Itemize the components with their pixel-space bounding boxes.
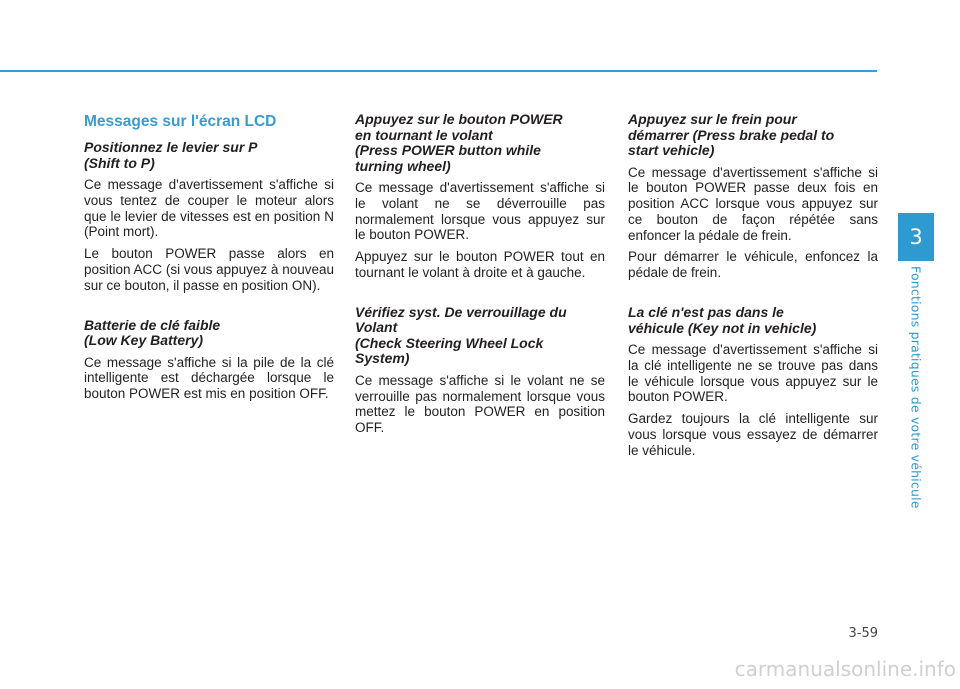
paragraph: Pour démarrer le véhicule, enfoncez la pédale de frein. <box>628 249 878 281</box>
paragraph: Gardez toujours la clé intelligente sur vous lorsque vous essayez de démarrer le véhicule. <box>628 411 878 458</box>
chapter-number-tab: 3 <box>898 213 934 261</box>
paragraph: Le bouton POWER passe alors en position ACC (si vous appuyez à nouveau sur ce bouton, il passe en position ON). <box>84 246 334 293</box>
column-2 <box>355 112 605 442</box>
paragraph: Appuyez sur le bouton POWER tout en tournant le volant à droite et à gauche. <box>355 249 605 280</box>
chapter-title-text: Fonctions pratiques de votre véhicule <box>908 266 924 509</box>
page-number: 3-59 <box>848 626 878 641</box>
header-rule <box>0 70 877 72</box>
subheading-press-brake-pedal: Appuyez sur le frein pour démarrer (Press brake pedal to start vehicle) <box>628 111 835 158</box>
paragraph: Ce message d'avertissement s'affiche si le volant ne se déverrouille pas normalement lorsque vous appuyez sur le bouton POWER. <box>355 180 605 243</box>
subheading-low-key-battery: Batterie de clé faible (Low Key Battery) <box>84 316 221 349</box>
column-3 <box>628 112 878 465</box>
subheading-key-not-in-vehicle: La clé n'est pas dans le véhicule (Key not in vehicle) <box>628 304 817 336</box>
paragraph: Ce message s'affiche si la pile de la clé intelligente est déchargée lorsque le bouton POWER est mis en position OFF. <box>84 354 334 402</box>
column-1 <box>84 112 334 408</box>
subheading-press-power-turning-wheel: Appuyez sur le bouton POWER en tournant le volant (Press POWER button while turning wheel) <box>355 111 563 174</box>
watermark: carmanualsonline.info <box>734 657 956 681</box>
subheading-check-steering-lock: Vérifiez syst. De verrouillage du Volant (Check Steering Wheel Lock System) <box>355 303 567 367</box>
paragraph: Ce message d'avertissement s'affiche si la clé intelligente ne se trouve pas dans le véhicule lorsque vous appuyez sur le bouton POWER. <box>628 342 878 405</box>
paragraph: Ce message d'avertissement s'affiche si vous tentez de couper le moteur alors que le levier de vitesses est en position N (Point mort). <box>84 177 334 240</box>
section-title: Messages sur l'écran LCD <box>84 113 277 130</box>
subheading-shift-to-p: Positionnez le levier sur P (Shift to P) <box>84 139 258 171</box>
paragraph: Ce message s'affiche si le volant ne se verrouille pas normalement lorsque vous mettez le bouton POWER en position OFF. <box>355 372 605 436</box>
paragraph: Ce message d'avertissement s'affiche si le bouton POWER passe deux fois en position ACC lorsque vous appuyez sur ce bouton de façon répétée sans enfoncer la pédale de frein. <box>628 164 878 243</box>
